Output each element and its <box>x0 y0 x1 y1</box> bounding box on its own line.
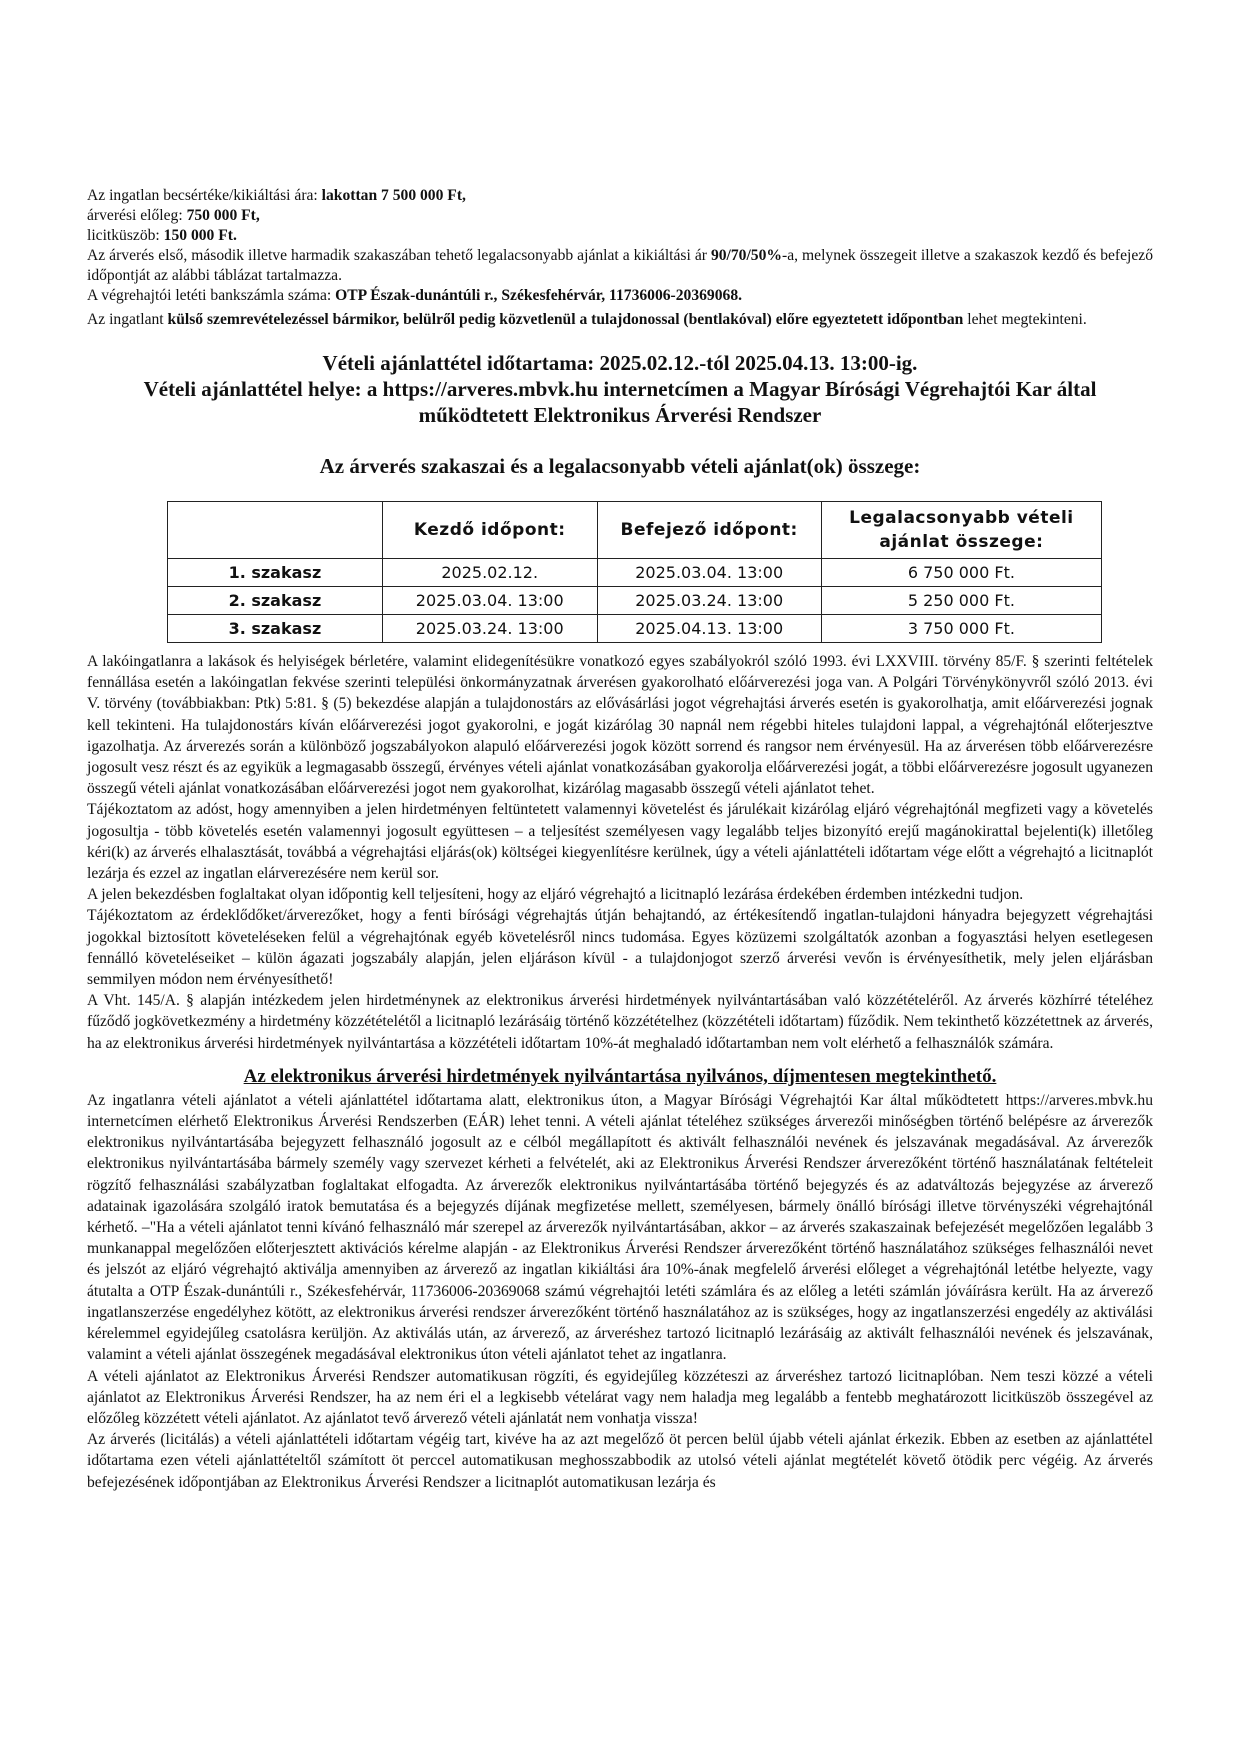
debtor-notice-paragraph: Tájékoztatom az adóst, hogy amennyiben a jelen hirdetményen feltüntetett valamennyi követelést és járulékait kizárólag eljáró végrehajtónál megfizeti vagy a követelés jogosultja - több követelés esetén valamennyi jogosult együttesen – a teljesítést személyesen vagy legalább teljes bizonyító erejű magánokirattal bejelenti(k) illetőleg kéri(k) az árverés elhalasztását, továbbá a végrehajtási eljárás(ok) költségei kiegyenlítésre kerülnek, úgy a vételi ajánlattételi időtartam vége előtt a végrehajtó a licitnaplót lezárja és ezzel az ingatlan elárverezésére nem kerül sor. <box>87 801 1153 883</box>
registry-public-heading: Az elektronikus árverési hirdetmények nyilvántartása nyilvános, díjmentesen megtekinthető. <box>243 1065 997 1087</box>
inspection-text-c: lehet megtekinteni. <box>963 311 1087 328</box>
table-row <box>168 615 1102 643</box>
stage-cell: 3. szakasz <box>168 615 383 643</box>
amount-cell: 6 750 000 Ft. <box>821 559 1101 587</box>
offer-period-heading: Vételi ajánlattétel időtartama: 2025.02.12.-tól 2025.04.13. 13:00-ig. <box>322 351 918 375</box>
amount-cell: 5 250 000 Ft. <box>821 587 1101 615</box>
end-cell: 2025.04.13. 13:00 <box>597 615 821 643</box>
bidding-rules-section <box>87 1090 1153 1493</box>
deadline-paragraph: A jelen bekezdésben foglaltakat olyan időpontig kell teljesíteni, hogy az eljáró végrehajtó a licitnapló lezárása érdekében érdemben intézkedni tudjon. <box>87 886 1024 904</box>
intro-section <box>87 186 1153 330</box>
bank-label: A végrehajtói letéti bankszámla száma: <box>87 287 336 304</box>
deposit-value: 750 000 Ft, <box>186 207 260 224</box>
publication-paragraph: A Vht. 145/A. § alapján intézkedem jelen hirdetménynek az elektronikus árverési hirdetmények nyilvántartásában való közzétételéről. Az árverés közhírré tételéhez fűződő jogkövetkezmény a hirdetmény közzétételétől a licitnapló lezárásáig történő közzétételhez (közzétételi időtartam) fűződik. Nem tekinthető közzétettnek az árverés, ha az elektronikus árverési hirdetmények nyilvántartása a közzétételi időtartam 10%-át meghaladó időtartamban nem volt elérhető a felhasználók számára. <box>87 992 1153 1052</box>
bank-line <box>87 286 1153 306</box>
deposit-line <box>87 206 1153 226</box>
offer-place-heading: Vételi ajánlattétel helye: a https://arveres.mbvk.hu internetcímen a Magyar Bírósági Végrehajtói Kar által működtetett Elektronikus Árverési Rendszer <box>143 377 1097 427</box>
start-cell: 2025.03.04. 13:00 <box>382 587 597 615</box>
end-cell: 2025.03.04. 13:00 <box>597 559 821 587</box>
stages-percent: 90/70/50% <box>710 247 782 264</box>
stages-intro-paragraph <box>87 246 1153 286</box>
header-empty <box>168 502 383 559</box>
start-cell: 2025.03.24. 13:00 <box>382 615 597 643</box>
bid-step-label: licitküszöb: <box>87 227 164 244</box>
stages-table-title: Az árverés szakaszai és a legalacsonyabb vételi ajánlat(ok) összege: <box>319 454 921 478</box>
stages-intro-text-a: Az árverés első, második illetve harmadik szakaszában tehető legalacsonyabb ajánlat a kikiáltási ár <box>87 247 711 264</box>
amount-cell: 3 750 000 Ft. <box>821 615 1101 643</box>
deposit-label: árverési előleg: <box>87 207 187 224</box>
inspection-text-a: Az ingatlant <box>87 311 168 328</box>
bank-value: OTP Észak-dunántúli r., Székesfehérvár, 11736006-20369068. <box>335 287 743 304</box>
header-start: Kezdő időpont: <box>382 502 597 559</box>
stage-cell: 2. szakasz <box>168 587 383 615</box>
table-row <box>168 587 1102 615</box>
stages-intro-text-b: -a, melynek összegeit illetve a szakaszok kezdő és befejező időpontját az alábbi táblázat tartalmazza. <box>87 247 1153 284</box>
price-line <box>87 186 1153 206</box>
document-page <box>87 186 1153 1493</box>
auction-end-paragraph: Az árverés (licitálás) a vételi ajánlattételi időtartam végéig tart, kivéve ha az azt megelőző öt percen belül újabb vételi ajánlat érkezik. Ebben az esetben az ajánlattétel időtartama ezen vételi ajánlattételtől számított öt perccel automatikusan meghosszabbodik az utolsó vételi ajánlat megtételét követő ötödik perc végéig. Az árverés befejezésének időpontjában az Elektronikus Árverési Rendszer a licitnaplót automatikusan lezárja és <box>87 1431 1153 1491</box>
bid-step-line <box>87 226 1153 246</box>
table-row <box>168 559 1102 587</box>
bid-recording-paragraph: A vételi ajánlatot az Elektronikus Árverési Rendszer automatikusan rögzíti, és egyidejűleg közzéteszi az árveréshez tartozó licitnaplóban. Nem teszi közzé a vételi ajánlatot az Elektronikus Árverési Rendszer, ha az nem éri el a legkisebb vételárat vagy nem haladja meg legalább a fentebb meghatározott licitküszöb összegével az előzőleg közzétett vételi ajánlatot. Az ajánlatot tevő árverező vételi ajánlatát nem vonhatja vissza! <box>87 1367 1153 1427</box>
inspection-paragraph <box>87 310 1153 330</box>
stage-cell: 1. szakasz <box>168 559 383 587</box>
price-value: lakottan 7 500 000 Ft, <box>321 187 466 204</box>
end-cell: 2025.03.24. 13:00 <box>597 587 821 615</box>
bidding-procedure-paragraph: Az ingatlanra vételi ajánlatot a vételi ajánlattétel időtartama alatt, elektronikus úton, a Magyar Bírósági Végrehajtói Kar által működtetett https://arveres.mbvk.hu internetcímen elérhető Elektronikus Árverési Rendszerben (EÁR) lehet tenni. A vételi ajánlat tételéhez szükséges árverezői minőségben történő belépésre az árverezők elektronikus nyilvántartásába bejegyzett felhasználó jogosult az e célból megállapított és aktivált felhasználói nevének és jelszavának megadásával. Az árverezők elektronikus nyilvántartásába bármely személy vagy szervezet kérheti a felvételét, aki az Elektronikus Árverési Rendszer árverezőként történő használatának feltételeit rögzítő felhasználási szabályzatban foglaltakat elfogadta. Az árverezők elektronikus nyilvántartásába történő bejegyzés és az adatváltozás bejegyzése az árverező adatainak igazolására szolgáló iratok bemutatása és a bejegyzés díjának megfizetése mellett, személyesen, bármely önálló bírósági illetve törvényszéki végrehajtónál kérhető. –"Ha a vételi ajánlatot tenni kívánó felhasználó már szerepel az árverezők nyilvántartásában, akkor – az árverés szakaszainak befejezését megelőzően legalább 3 munkanappal megelőzően előterjesztett aktivációs kérelme alapján - az Elektronikus Árverési Rendszer árverezőként történő használatához szükséges felhasználói nevet és jelszót az eljáró végrehajtó aktiválja amennyiben az árverező az ingatlan kikiáltási ára 10%-ának megfelelő árverési előleget a végrehajtónál letétbe helyezte, vagy átutalta a OTP Észak-dunántúli r., Székesfehérvár, 11736006-20369068 számú végrehajtói letéti számlára és az előleg a letéti számlán jóváírásra került. Ha az árverező ingatlanszerzése engedélyhez kötött, az elektronikus árverési rendszer árverezőként történő használatához az is szükséges, hogy az ingatlanszerzési engedély az aktiválási kérelemmel egyidejűleg csatolásra kerüljön. Az aktiválás után, az árverező, az árveréshez tartozó licitnapló lezárásáig az aktivált felhasználói nevének és jelszavának, valamint a vételi ajánlat összegének megadásával elektronikus úton vételi ajánlatot tehet az ingatlanra. <box>87 1091 1153 1364</box>
claims-notice-paragraph: Tájékoztatom az érdeklődőket/árverezőket, hogy a fenti bírósági végrehajtás útján behajtandó, az értékesítendő ingatlan-tulajdoni hányadra bejegyzett végrehajtási jogokkal biztosított követeléseken felül a végrehajtónak egyéb követelésről nincs tudomása. Egyes közüzemi szolgáltatók azonban a fogyasztási helyen esetlegesen fennálló követeléseiket – külön ágazati jogszabály alapján, jelen eljáráson kívül - a tulajdonjogot szerző árverési vevőn is érvényesíthetik, mely jelen eljárásban semmilyen módon nem érvényesíthető! <box>87 907 1153 989</box>
bid-step-value: 150 000 Ft. <box>163 227 237 244</box>
price-label: Az ingatlan becsértéke/kikiáltási ára: <box>87 187 322 204</box>
inspection-text-b: külső szemrevételezéssel bármikor, belülről pedig közvetlenül a tulajdonossal (bentlakóval) előre egyeztetett időpontban <box>167 311 964 328</box>
stages-table-header-row <box>168 502 1102 559</box>
legal-text-section <box>87 651 1153 1054</box>
header-amount: Legalacsonyabb vételi ajánlat összege: <box>821 502 1101 559</box>
preemption-paragraph: A lakóingatlanra a lakások és helyiségek bérletére, valamint elidegenítésükre vonatkozó egyes szabályokról szóló 1993. évi LXXVIII. törvény 85/F. § szerinti feltételek fennállása esetén a lakóingatlan fekvése szerinti települési önkormányzatnak árverésen gyakorolható előárverezési joga van. A Polgári Törvénykönyvről szóló 2013. évi V. törvény (továbbiakban: Ptk) 5:81. § (5) bekezdése alapján a tulajdonostárs az elővásárlási jogot végrehajtási árverés esetén is gyakorolhatja, amit előárverezési jognak kell tekinteni. Ha tulajdonostárs kíván előárverezési jogot gyakorolni, e jogát kizárólag 30 napnál nem régebbi hiteles tulajdoni lappal, a végrehajtónál előterjesztve igazolhatja. Az árverezés során a különböző jogszabályokon alapuló előárverezési jogok között sorrend és rangsor nem érvényesül. Ha az árverésen több előárverezésre jogosult vesz részt és az egyikük a legmagasabb összegű, érvényes vételi ajánlat vonatkozásában gyakorolja előárverezési jogát, a többi előárverezésre jogosult ugyanezen összegű vételi ajánlat vonatkozásában előárverezési jogot nem gyakorolhat, kizárólag magasabb összegű vételi ajánlatot tehet. <box>87 653 1153 798</box>
start-cell: 2025.02.12. <box>382 559 597 587</box>
offer-headings <box>87 350 1153 428</box>
header-end: Befejező időpont: <box>597 502 821 559</box>
stages-table <box>167 501 1102 643</box>
